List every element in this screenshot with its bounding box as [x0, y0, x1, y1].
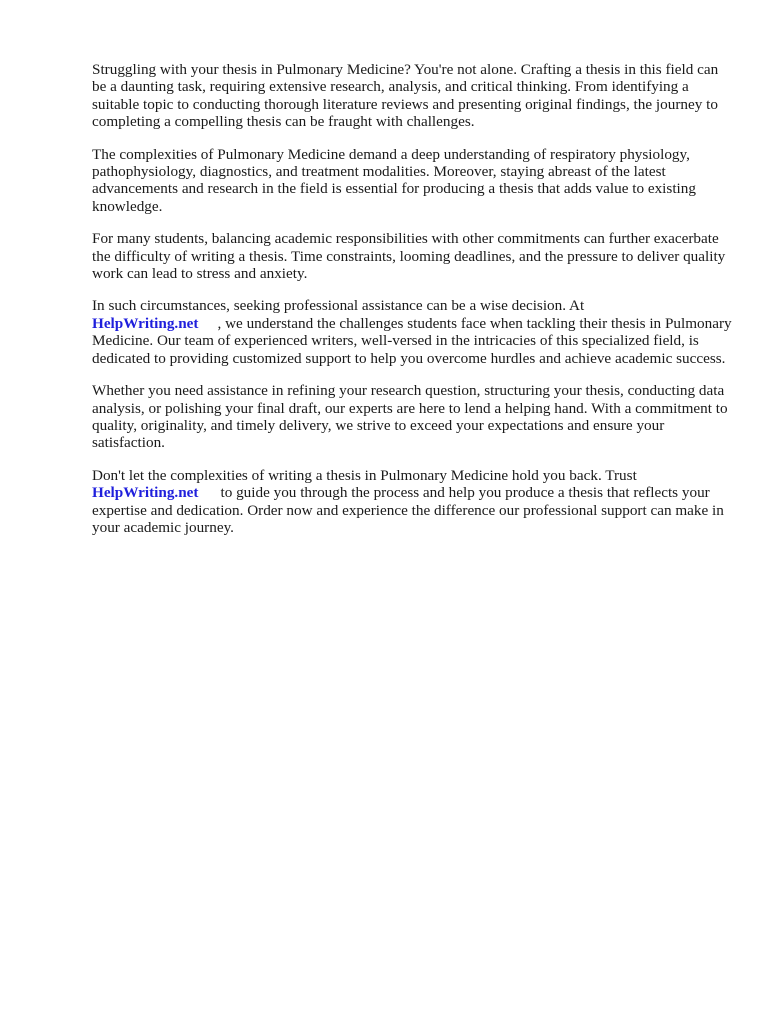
paragraph-assistance-rest: , we understand the challenges students face when tackling their thesis in Pulmonary Medicine. Our team of experienced writers, well-versed in the intricacies of this specialized field, is dedicated to providing customized support to help you overcome hurdles and achieve academic success.	[92, 314, 732, 367]
paragraph-assistance-lead: In such circumstances, seeking professional assistance can be a wise decision. At	[92, 297, 585, 315]
paragraph-closing-lead: Don't let the complexities of writing a thesis in Pulmonary Medicine hold you back. Trust	[92, 466, 637, 484]
paragraph-students: For many students, balancing academic responsibilities with other commitments can further exacerbate the difficulty of writing a thesis. Time constraints, looming deadlines, and the pressure to deliver quality work can lead to stress and anxiety.	[92, 230, 726, 283]
paragraph-complexities: The complexities of Pulmonary Medicine demand a deep understanding of respiratory physiology, pathophysiology, diagnostics, and treatment modalities. Moreover, staying abreast of the latest advancements and research in the field is essential for producing a thesis that adds value to existing knowledge.	[92, 145, 696, 215]
helpwriting-link[interactable]: HelpWriting.net	[92, 314, 199, 332]
paragraph-intro: Struggling with your thesis in Pulmonary Medicine? You're not alone. Crafting a thesis in this field can be a daunting task, requiring extensive research, analysis, and critical thinking. From identifying a suitable topic to conducting thorough literature reviews and presenting original findings, the journey to completing a compelling thesis can be fraught with challenges.	[92, 61, 719, 131]
document-body	[92, 61, 732, 551]
helpwriting-link-closing[interactable]: HelpWriting.net	[92, 484, 199, 502]
paragraph-services: Whether you need assistance in refining your research question, structuring your thesis, conducting data analysis, or polishing your final draft, our experts are here to lend a helping hand. With a commitment to quality, originality, and timely delivery, we strive to exceed your expectations and ensure your satisfaction.	[92, 382, 728, 452]
paragraph-assistance	[92, 297, 732, 367]
paragraph-closing-rest: to guide you through the process and help you produce a thesis that reflects your expertise and dedication. Order now and experience the difference our professional support can make in your academic journey.	[92, 484, 724, 536]
paragraph-closing	[92, 467, 732, 537]
